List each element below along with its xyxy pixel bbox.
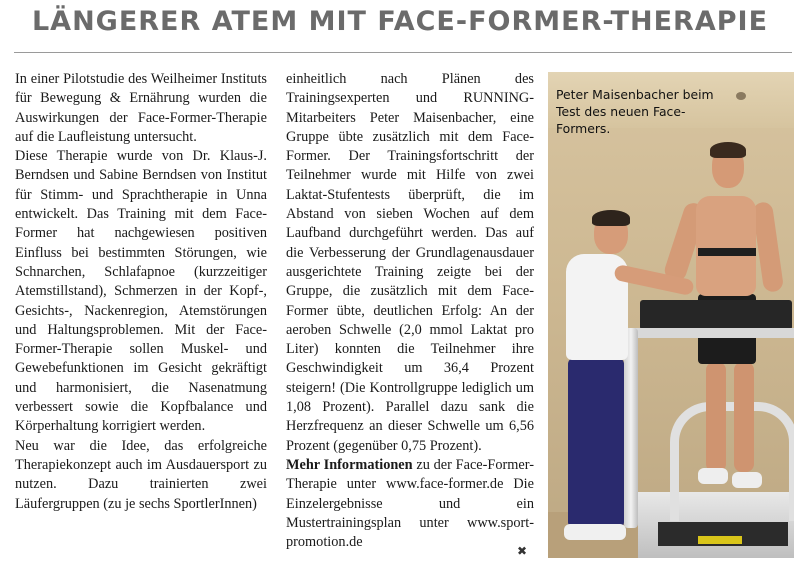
paragraph-2: Diese Therapie wurde von Dr. Klaus-J. Berndsen und Sabine Berndsen von Institut für Stimm- und Sprachtherapie in Unna entwickelt. Das Training mit dem Face-Former hat nachgewiesen positiven Einfluss bei bestimmten Störungen, wie Schnarchen, Schlafapnoe (kurzzeitiger Atemstillstand), Schmerzen in der Kopf-, Gesichts-, Nackenregion, Atemstörungen und Haltungsproblemen. Mit der Face-Former-Therapie sollen Muskel- und Gewebefunktionen im Gesicht gekräftigt und harmonisiert, die Nasenatmung verbessert sowie die Kopfbalance und Körperhaltung korrigiert werden. (15, 148, 267, 435)
paragraph-3: Neu war die Idee, das erfolgreiche Therapiekonzept auch im Ausdauersport zu nutzen. Dazu trainierten zwei Läufergruppen (zu je sechs SportlerInnen) (15, 437, 267, 512)
text-column-1 (15, 70, 267, 514)
photo-caption: Peter Maisenbacher beim Test des neuen Face-Formers. (556, 87, 714, 136)
text-column-2 (286, 70, 534, 552)
end-mark-icon: ✖ (517, 544, 528, 558)
more-info-text: zu der Face-Former-Therapie unter www.face-former.de Die Einzelergebnisse und ein Mustertrainingsplan unter www.sport-promotion.de (286, 456, 534, 551)
article-headline: LÄNGERER ATEM MIT FACE-FORMER-THERAPIE (31, 6, 769, 37)
more-info-label: Mehr Informationen (286, 456, 413, 473)
paragraph-1: In einer Pilotstudie des Weilheimer Instituts für Bewegung & Ernährung wurden die Auswirkungen der Face-Former-Therapie auf die Laufleistung untersucht. (15, 71, 267, 145)
more-info-paragraph (286, 456, 534, 552)
runner-figure (696, 196, 756, 296)
paragraph-4: einheitlich nach Plänen des Trainingsexperten und RUNNING-Mitarbeiters Peter Maisenbacher, eine Gruppe übte zusätzlich mit dem Face-Former. Der Trainingsfortschritt der Teilnehmer wurde mit Hilfe von zwei Laktat-Stufentests überprüft, die im Abstand von sieben Wochen auf dem Laufband durchgeführt werden. Das auf die Verbesserung der Grundlagenausdauer ausgerichtete Training zeigte bei der Gruppe, die zusätzlich mit dem Face-Former übte, deutlichen Erfolg: An der aeroben Schwelle (2,0 mmol Laktat pro Liter) konnten die Teilnehmer ihre Geschwindigkeit um 36,4 Prozent steigern! (Die Kontrollgruppe lediglich um 1,08 Prozent). Parallel dazu sank die Herzfrequenz an dieser Schwelle um 6,56 Prozent (gegenüber 0,75 Prozent). (286, 71, 534, 454)
article-photo (548, 72, 794, 558)
headline-rule (14, 52, 792, 53)
